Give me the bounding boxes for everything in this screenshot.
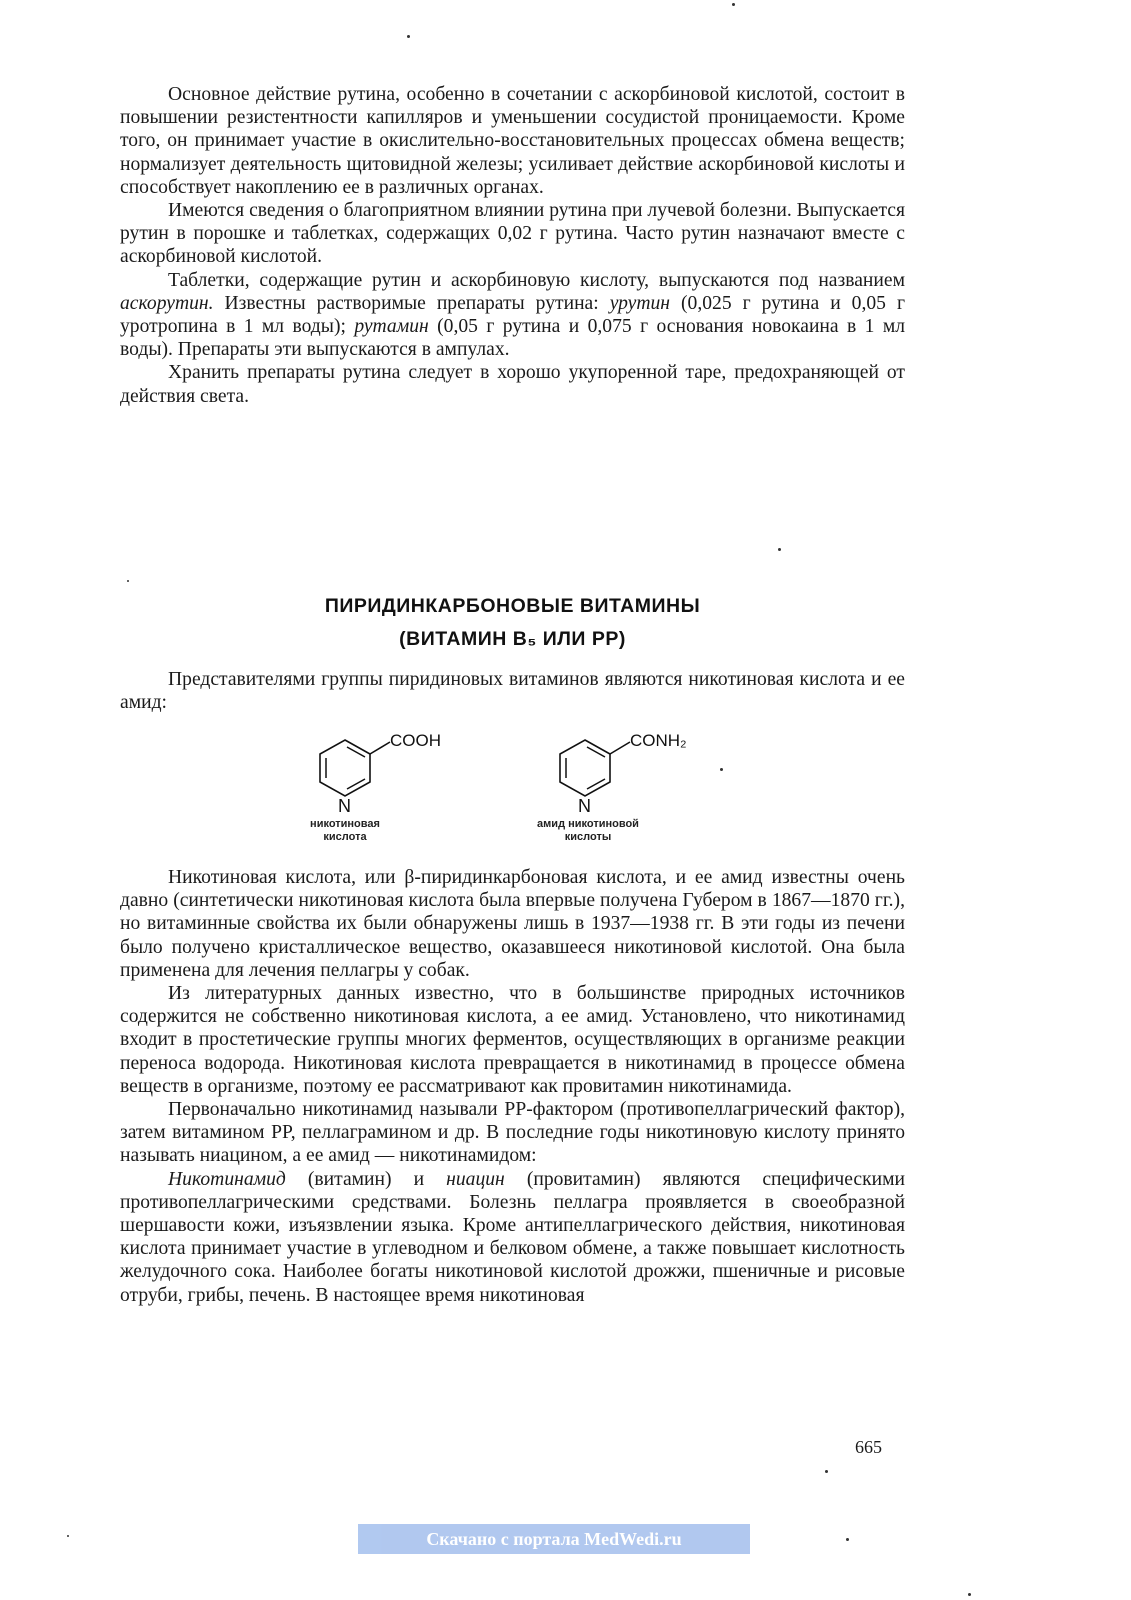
scan-speck [968, 1593, 971, 1596]
scan-speck [407, 35, 410, 38]
text-block-top [120, 83, 905, 408]
paragraph-intro: Представителями группы пиридиновых витаминов являются никотиновая кислота и ее амид: [120, 669, 905, 714]
page-number: 665 [855, 1437, 882, 1457]
text-block-bottom [120, 866, 905, 1307]
term-urutin: урутин [609, 292, 671, 314]
formula-nicotinic-acid [290, 720, 470, 860]
paragraph-rutin-preparations: Таблетки, содержащие рутин и аскорбиновую кислоту, выпускаются под названием аскорутин. Известны растворимые препараты рутина: урутин (0,025 г рутина и 0,05 г уротропина в 1 мл воды); рутамин (0,05 г рутина и 0,075 г основания новокаина в 1 мл воды). Препараты эти выпускаются в ампулах. [120, 269, 906, 361]
text-block-intro [120, 668, 905, 714]
paragraph-rutin-radiation: Имеются сведения о благоприятном влиянии рутина при лучевой болезни. Выпускается рутин в порошке и таблетках, содержащих 0,02 г рутина. Часто рутин назначают вместе с аскорбиновой кислотой. [120, 200, 905, 268]
group-conh2: CONH₂ [630, 731, 687, 750]
caption-nicotinic-acid: никотиновая кислота [310, 818, 380, 843]
section-heading [120, 590, 905, 656]
paragraph-nicotinamide-sources: Из литературных данных известно, что в большинстве природных источников содержится не собственно никотиновая кислота, а ее амид. Установлено, что никотинамид входит в простетические группы многих ферментов, осуществляющих в организме реакции переноса водорода. Никотиновая кислота превращается в никотинамид в процессе обмена веществ в организме, поэтому ее рассматривают как провитамин никотинамида. [120, 983, 905, 1097]
scan-speck [825, 1470, 828, 1473]
chemical-formulas [290, 720, 740, 860]
scan-speck [778, 548, 781, 551]
term-rutamin: рутамин [354, 316, 429, 338]
paragraph-rutin-action: Основное действие рутина, особенно в сочетании с аскорбиновой кислотой, состоит в повышении резистентности капилляров и уменьшении сосудистой проницаемости. Кроме того, он принимает участие в окислительно-восстановительных процессах обмена веществ; нормализует деятельность щитовидной железы; усиливает действие аскорбиновой кислоты и способствует накоплению ее в различных органах. [120, 84, 905, 198]
term-askorutin: аскорутин. [120, 292, 214, 314]
heading-line-1: ПИРИДИНКАРБОНОВЫЕ ВИТАМИНЫ [324, 595, 701, 617]
scan-speck [732, 3, 735, 6]
ring-nitrogen: N [338, 796, 351, 816]
ring-nitrogen: N [578, 796, 591, 816]
pyridine-ring-amide [530, 720, 730, 830]
term-nicotinamide: Никотинамид [168, 1168, 286, 1190]
group-cooh: COOH [390, 731, 441, 750]
paragraph-nicotinic-history: Никотиновая кислота, или β-пиридинкарбоновая кислота, и ее амид известны очень давно (синтетически никотиновая кислота была впервые получена Губером в 1867—1870 гг.), но витаминные свойства их были обнаружены лишь в 1937—1938 гг. В эти годы из печени было получено кристаллическое вещество, оказавшееся никотиновой кислотой. Она была применена для лечения пеллагры у собак. [120, 867, 905, 981]
scan-speck [67, 1535, 69, 1537]
caption-nicotinamide: амид никотиновой кислоты [537, 818, 639, 843]
paragraph-niacin: Никотинамид (витамин) и ниацин (провитамин) являются специфическими противопеллагрическими средствами. Болезнь пеллагра проявляется в своеобразной шершавости кожи, изъязвлении языка. Кроме антипеллагрического действия, никотиновая кислота принимает участие в углеводном и белковом обмене, а также повышает кислотность желудочного сока. Наиболее богаты никотиновой кислотой дрожжи, пшеничные и рисовые отруби, грибы, печень. В настоящее время никотиновая [120, 1168, 906, 1306]
scan-speck [720, 768, 723, 771]
watermark-banner: Скачано с портала MedWedi.ru [358, 1524, 750, 1554]
paragraph-storage: Хранить препараты рутина следует в хорошо укупоренной таре, предохраняющей от действия света. [120, 362, 905, 407]
term-niacin: ниацин [446, 1168, 505, 1190]
scan-speck [846, 1538, 849, 1541]
scan-speck [127, 580, 129, 582]
formula-nicotinamide [530, 720, 710, 860]
pyridine-ring-acid [290, 720, 470, 830]
paragraph-pp-factor: Первоначально никотинамид называли PP-фактором (противопеллагрический фактор), затем витамином PP, пеллаграмином и др. В последние годы никотиновую кислоту принято называть ниацином, а ее амид — никотинамидом: [120, 1099, 905, 1167]
heading-line-2: (ВИТАМИН B₅ ИЛИ PP) [399, 628, 626, 650]
